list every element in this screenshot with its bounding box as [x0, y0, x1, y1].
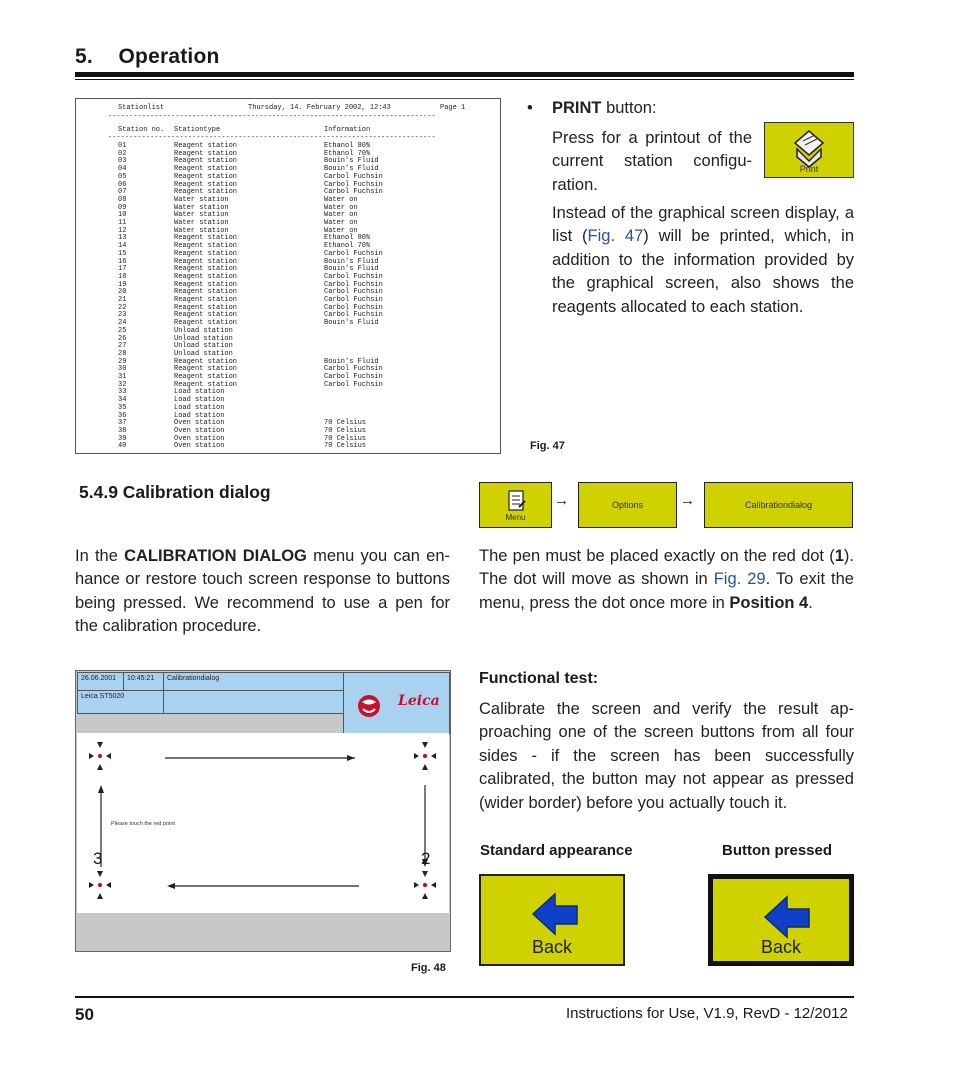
station-row-info: Carbol Fuchsin	[324, 172, 383, 181]
station-row-no: 03	[118, 157, 127, 166]
station-row-info: 70 Celsius	[324, 426, 367, 435]
station-row-no: 20	[118, 288, 127, 297]
cal-empty-cell	[163, 690, 344, 714]
cal-time: 10:45:21	[123, 672, 164, 691]
station-row-type: Reagent station	[174, 380, 238, 389]
print-label-bold: PRINT	[552, 99, 602, 117]
station-row-info: Bouin's Fluid	[324, 165, 379, 174]
station-row-info: Carbol Fuchsin	[324, 365, 383, 374]
station-row-no: 08	[118, 195, 127, 204]
station-row-no: 05	[118, 172, 127, 181]
calibration-right-para	[479, 545, 854, 615]
cal-device: Leica ST5020	[77, 690, 165, 714]
station-row-type: Load station	[174, 403, 225, 412]
station-row-info: Carbol Fuchsin	[324, 188, 383, 197]
station-row-no: 35	[118, 403, 127, 412]
back-button-pressed	[708, 874, 854, 966]
fig48-caption: Fig. 48	[411, 962, 446, 974]
station-row-info: Ethanol 70%	[324, 242, 371, 251]
station-row-type: Load station	[174, 411, 225, 420]
station-row-type: Reagent station	[174, 234, 238, 243]
standard-appearance-label: Standard appearance	[480, 842, 633, 859]
station-row-type: Reagent station	[174, 265, 238, 274]
station-row-type: Reagent station	[174, 157, 238, 166]
station-row-no: 07	[118, 188, 127, 197]
station-row-no: 06	[118, 180, 127, 189]
cal-logo-cell	[343, 672, 450, 734]
station-row-type: Reagent station	[174, 172, 238, 181]
station-row-type: Reagent station	[174, 149, 238, 158]
station-row-no: 17	[118, 265, 127, 274]
station-row-no: 22	[118, 303, 127, 312]
station-row-no: 15	[118, 249, 127, 258]
station-row-info: Ethanol 70%	[324, 149, 371, 158]
menu-icon	[504, 489, 528, 513]
station-row-type: Reagent station	[174, 365, 238, 374]
stationlist-date: Thursday, 14. February 2002, 12:43	[248, 104, 391, 112]
footer-rule	[75, 996, 854, 998]
cal-number-3: 3	[93, 849, 103, 868]
station-row-info: Carbol Fuchsin	[324, 272, 383, 281]
station-row-info: Carbol Fuchsin	[324, 288, 383, 297]
station-row-no: 18	[118, 272, 127, 281]
station-row-info: Carbol Fuchsin	[324, 380, 383, 389]
print-button-image	[764, 122, 854, 178]
station-row-type: Reagent station	[174, 303, 238, 312]
nav-options-label: Options	[611, 500, 644, 510]
station-row-no: 37	[118, 419, 127, 428]
print-para-1: Press for a printout of the current station configuration.	[552, 129, 752, 194]
station-row-no: 32	[118, 380, 127, 389]
station-row-info: Bouin's Fluid	[324, 357, 379, 366]
station-row-no: 23	[118, 311, 127, 320]
station-row-info: Bouin's Fluid	[324, 257, 379, 266]
station-row-type: Oven station	[174, 419, 225, 428]
station-row-type: Unload station	[174, 326, 233, 335]
station-row-info: 70 Celsius	[324, 442, 367, 451]
station-row-no: 29	[118, 357, 127, 366]
print-button-label: Print	[799, 164, 819, 174]
print-para-2	[552, 202, 854, 319]
station-row-no: 36	[118, 411, 127, 420]
nav-arrow-1: →	[554, 492, 569, 509]
station-row-no: 25	[118, 326, 127, 335]
button-pressed-label: Button pressed	[722, 842, 833, 859]
fig47-caption: Fig. 47	[530, 440, 565, 452]
col-header-type: Stationtype	[174, 126, 221, 134]
station-row-no: 14	[118, 242, 127, 251]
station-row-no: 39	[118, 434, 127, 443]
station-row-type: Oven station	[174, 426, 225, 435]
station-row-info: Carbol Fuchsin	[324, 180, 383, 189]
station-row-info: Carbol Fuchsin	[324, 373, 383, 381]
cal-title: Calibrationdialog	[163, 672, 344, 691]
station-row-info: Water on	[324, 219, 358, 227]
station-row-type: Unload station	[174, 342, 233, 351]
station-row-no: 12	[118, 226, 127, 235]
cal-target-3	[89, 870, 111, 900]
station-row-no: 38	[118, 426, 127, 435]
station-row-no: 40	[118, 442, 127, 451]
print-label-rest: button:	[601, 99, 657, 117]
print-label	[552, 97, 657, 120]
station-row-no: 13	[118, 234, 127, 243]
cal-right-a: The pen must be placed exactly on the red dot (	[479, 547, 835, 565]
station-row-no: 24	[118, 319, 127, 328]
cal-target-1	[89, 741, 111, 771]
station-row-info: Water on	[324, 203, 358, 212]
station-row-info: 70 Celsius	[324, 419, 367, 428]
station-row-no: 11	[118, 219, 127, 227]
calibration-screen-image	[75, 670, 451, 952]
back-label-standard: Back	[531, 937, 573, 957]
functional-test-para: Calibrate the screen and verify the result approaching one of the screen buttons from all four sides - if the screen has been successfully calibrated, the button may not appear as pressed (wider border) before you actually touch it.	[479, 700, 854, 812]
station-row-type: Reagent station	[174, 272, 238, 281]
station-row-type: Water station	[174, 195, 229, 204]
station-row-no: 10	[118, 211, 127, 220]
station-row-type: Oven station	[174, 442, 225, 451]
doc-info: Instructions for Use, V1.9, RevD - 12/2012	[566, 1005, 848, 1022]
fig47-link[interactable]: Fig. 47	[587, 227, 644, 246]
station-row-info: Ethanol 80%	[324, 142, 371, 150]
nav-menu-button	[479, 482, 552, 528]
stationlist-page: Page 1	[440, 104, 466, 112]
station-row-no: 19	[118, 280, 127, 289]
station-row-type: Reagent station	[174, 180, 238, 189]
station-row-no: 31	[118, 373, 127, 381]
station-row-info: 70 Celsius	[324, 434, 367, 443]
nav-menu-label: Menu	[505, 512, 526, 522]
calibration-left-para	[75, 545, 450, 639]
station-row-type: Water station	[174, 211, 229, 220]
nav-arrow-2: →	[680, 492, 695, 509]
station-row-no: 27	[118, 342, 127, 351]
station-row-info: Water on	[324, 226, 358, 235]
print-bullet: •	[527, 99, 533, 117]
cal-left-b: menu you can enhance or restore touch screen response to buttons being pressed. We recommend to use a pen for the calibration procedure.	[75, 547, 450, 636]
station-row-no: 26	[118, 334, 127, 343]
station-row-info: Carbol Fuchsin	[324, 311, 383, 320]
station-row-no: 16	[118, 257, 127, 266]
leica-brand-text: Leica	[398, 693, 440, 709]
station-row-no: 21	[118, 296, 127, 304]
station-row-info: Bouin's Fluid	[324, 265, 379, 274]
station-row-no: 01	[118, 142, 127, 150]
station-row-no: 28	[118, 349, 127, 358]
station-row-info: Water on	[324, 195, 358, 204]
station-row-type: Reagent station	[174, 288, 238, 297]
station-row-info: Bouin's Fluid	[324, 157, 379, 166]
stationlist-rule-2: ------------------------------------------------------------------------------	[108, 135, 436, 142]
print-para-2a: Instead of the graphical screen display, a list (	[552, 204, 854, 246]
cal-number-2: 2	[421, 849, 431, 868]
cal-left-bold: CALIBRATION DIALOG	[124, 547, 307, 565]
calibration-heading: 5.4.9 Calibration dialog	[79, 482, 271, 502]
station-row-type: Reagent station	[174, 142, 238, 150]
station-row-type: Reagent station	[174, 242, 238, 251]
page-number: 50	[75, 1005, 94, 1024]
station-row-type: Reagent station	[174, 249, 238, 258]
cal-right-bold2: Position 4	[729, 593, 809, 612]
cal-target-2	[414, 741, 436, 771]
stationlist-rule: ------------------------------------------------------------------------------	[108, 114, 436, 121]
station-row-info: Ethanol 80%	[324, 234, 371, 243]
station-row-type: Load station	[174, 388, 225, 397]
station-row-type: Reagent station	[174, 319, 238, 328]
col-header-info: Information	[324, 126, 371, 134]
station-row-type: Reagent station	[174, 311, 238, 320]
leica-emblem-icon	[354, 693, 384, 719]
print-para-2b: ) will be printed, which, in addition to the information provided by the graphical screen, also shows the reagents allocated to each station.	[552, 227, 854, 316]
station-row-type: Water station	[174, 219, 229, 227]
nav-options-button	[578, 482, 677, 528]
cal-target-4	[414, 870, 436, 900]
cal-right-d: .	[808, 593, 813, 612]
cal-canvas	[77, 733, 449, 913]
back-label-pressed: Back	[760, 937, 802, 957]
station-row-type: Reagent station	[174, 357, 238, 366]
col-header-no: Station no.	[118, 126, 165, 134]
header-rule-thin	[75, 79, 854, 80]
cal-right-b: ). The dot will move as shown in	[479, 547, 854, 589]
cal-right-bold1: 1	[834, 547, 844, 565]
back-button-standard	[479, 874, 625, 966]
cal-left-a: In the	[75, 547, 125, 565]
cal-date: 26.06.2001	[77, 672, 124, 691]
station-row-info: Carbol Fuchsin	[324, 280, 383, 289]
nav-calibration-label: Calibrationdialog	[744, 500, 813, 510]
station-row-type: Reagent station	[174, 188, 238, 197]
station-row-no: 09	[118, 203, 127, 212]
station-row-no: 34	[118, 396, 127, 405]
station-row-info: Water on	[324, 211, 358, 220]
station-row-type: Reagent station	[174, 165, 238, 174]
station-row-type: Oven station	[174, 434, 225, 443]
functional-test-heading: Functional test:	[479, 670, 599, 687]
station-row-type: Reagent station	[174, 373, 238, 381]
station-row-type: Reagent station	[174, 296, 238, 304]
station-row-no: 30	[118, 365, 127, 374]
station-row-no: 02	[118, 149, 127, 158]
station-row-type: Unload station	[174, 334, 233, 343]
station-row-no: 04	[118, 165, 127, 174]
stationlist-printout	[75, 98, 501, 454]
stationlist-title: Stationlist	[118, 104, 165, 112]
header-rule	[75, 72, 854, 77]
station-row-info: Carbol Fuchsin	[324, 303, 383, 312]
station-row-type: Load station	[174, 396, 225, 405]
station-row-type: Reagent station	[174, 280, 238, 289]
station-row-type: Reagent station	[174, 257, 238, 266]
cal-instruction: Please touch the red point	[111, 821, 175, 827]
station-row-type: Water station	[174, 226, 229, 235]
station-row-info: Carbol Fuchsin	[324, 296, 383, 304]
fig29-link[interactable]: Fig. 29	[713, 570, 766, 589]
section-title: 5. Operation	[75, 45, 220, 68]
nav-calibration-button	[704, 482, 853, 528]
station-row-no: 33	[118, 388, 127, 397]
station-row-info: Carbol Fuchsin	[324, 249, 383, 258]
station-row-type: Water station	[174, 203, 229, 212]
station-row-info: Bouin's Fluid	[324, 319, 379, 328]
cal-right-c: . To exit the menu, press the dot once more in	[479, 570, 854, 612]
station-row-type: Unload station	[174, 349, 233, 358]
